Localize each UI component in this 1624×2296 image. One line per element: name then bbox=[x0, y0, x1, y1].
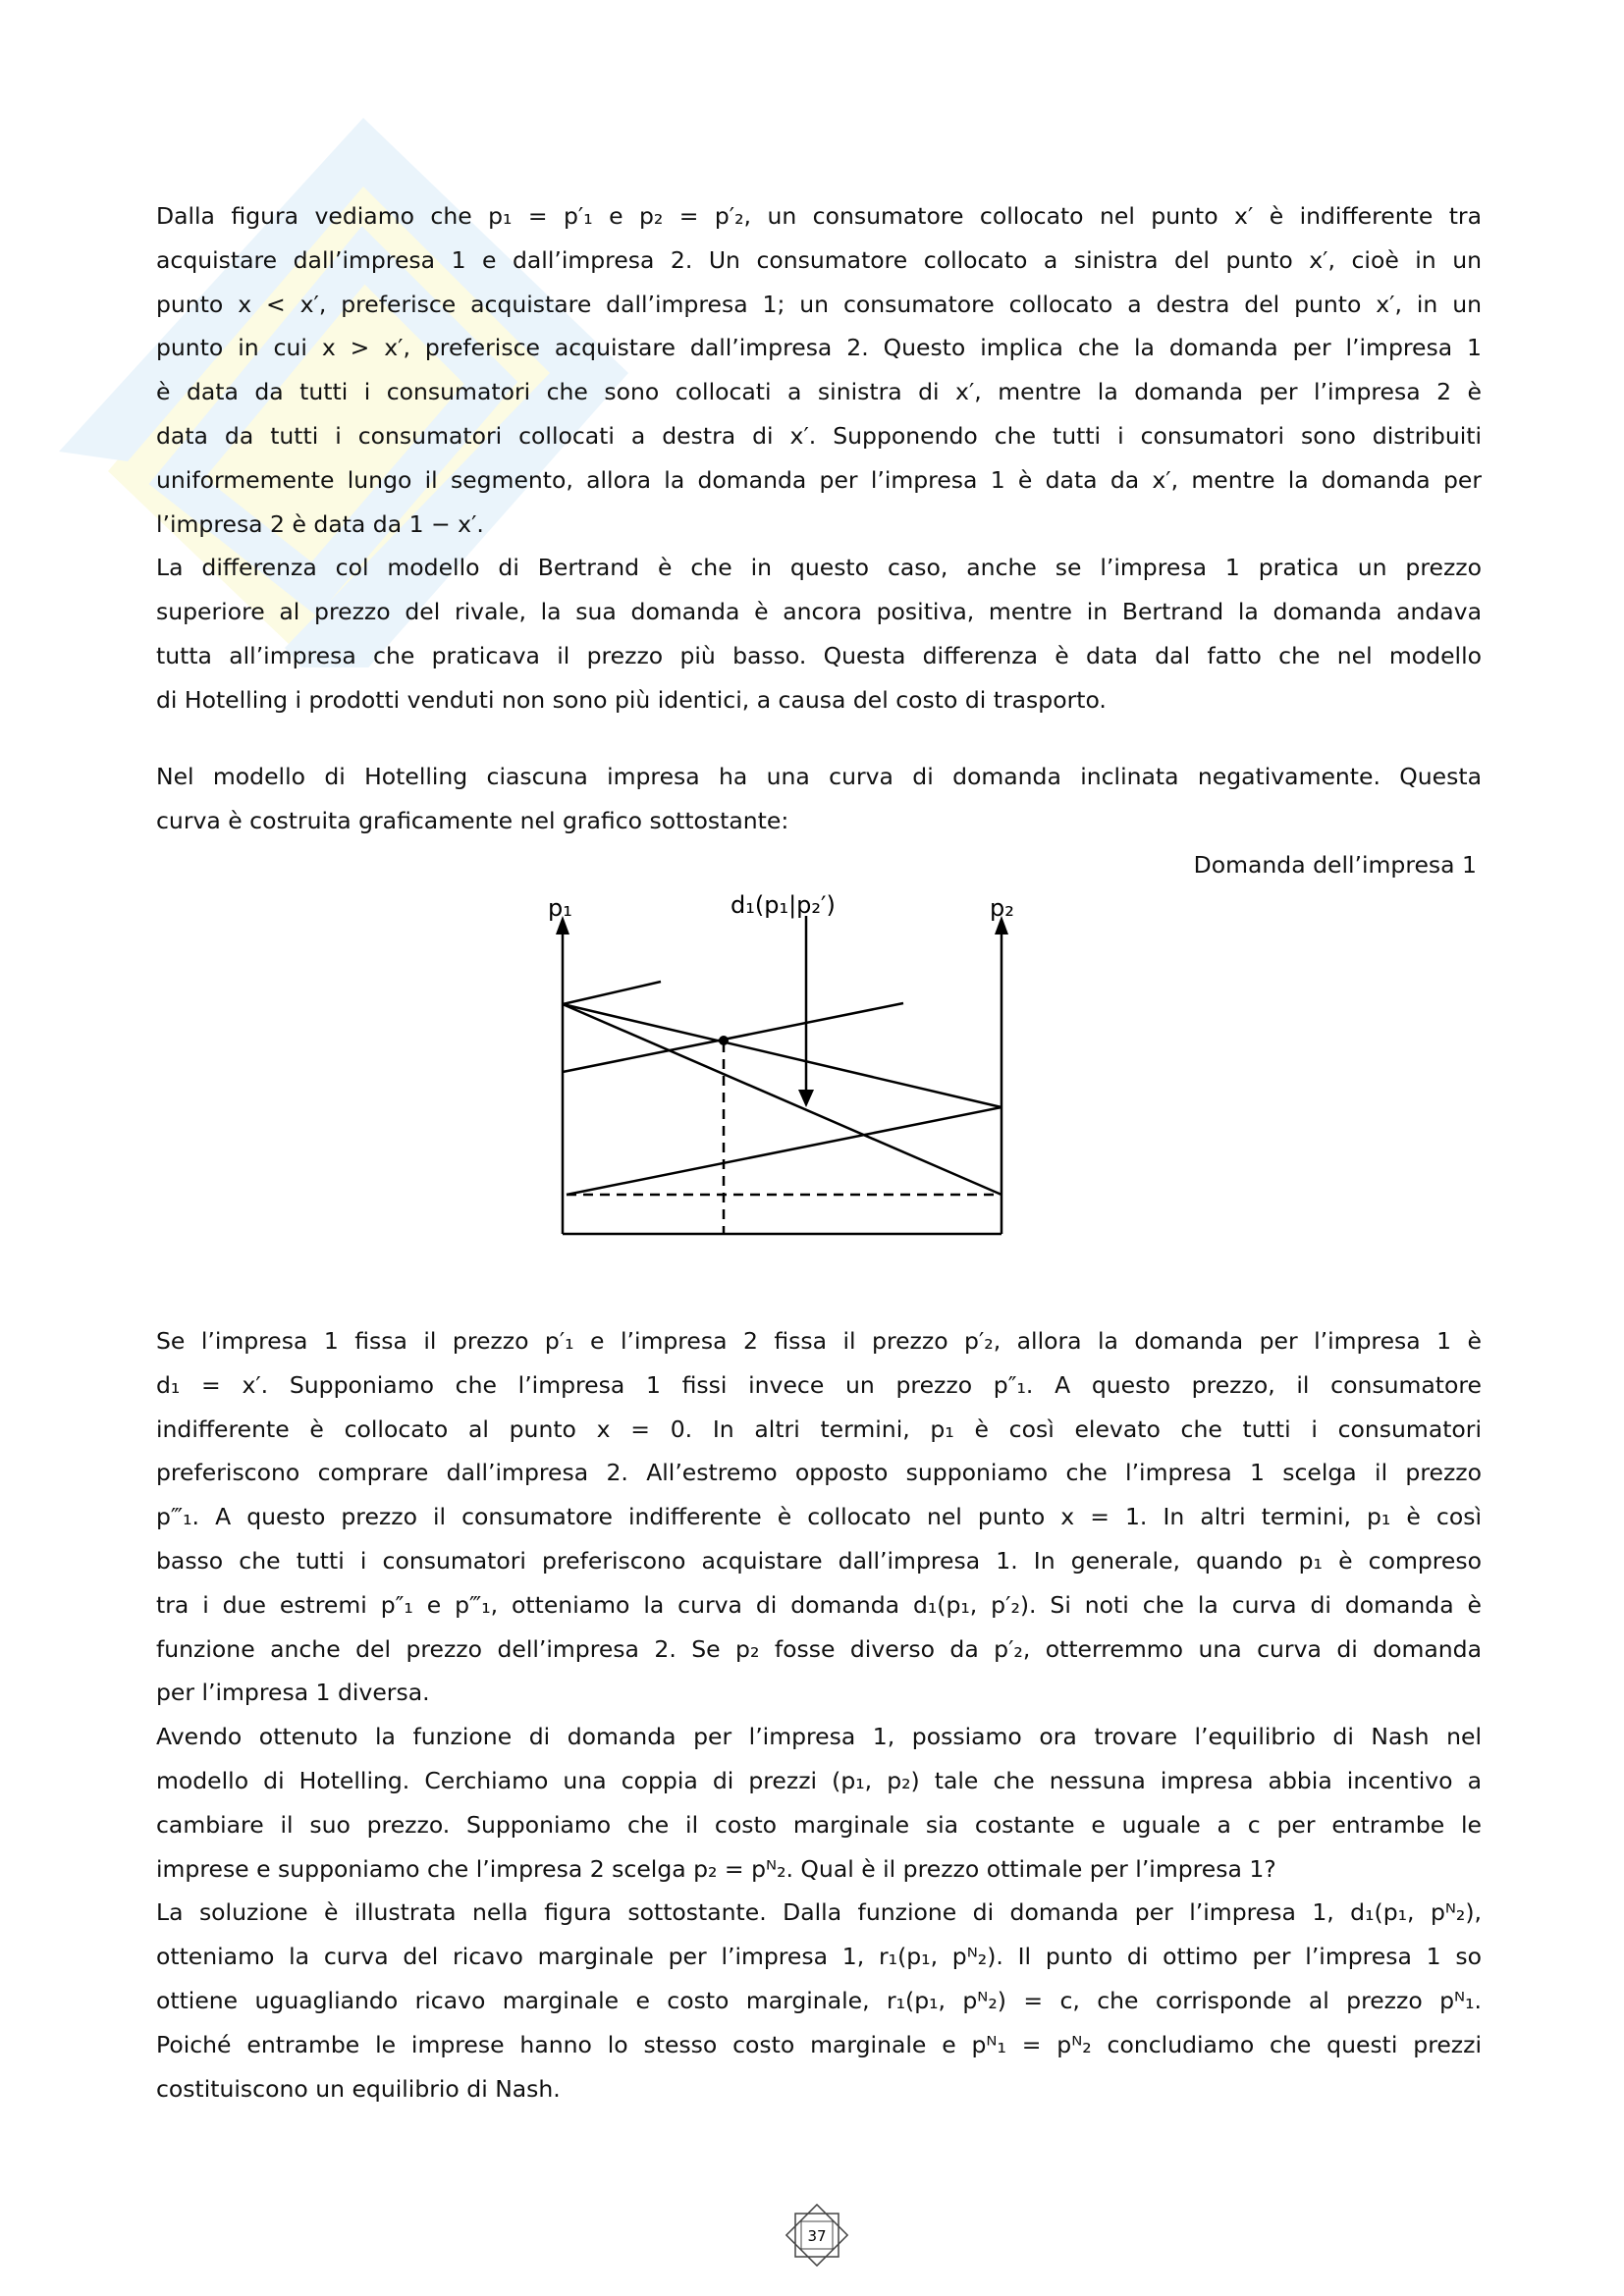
text-line: uniformemente lungo il segmento, allora la domanda per l’impresa 1 è data da x′, mentre la domanda per bbox=[156, 465, 1482, 494]
price-line-p2-prime bbox=[563, 1003, 903, 1072]
text-line: per l’impresa 1 diversa. bbox=[156, 1679, 430, 1707]
price-line-p2-low bbox=[567, 1107, 1001, 1195]
text-line: tra i due estremi p″₁ e p‴₁, otteniamo la curva di domanda d₁(p₁, p′₂). Si noti che la curva di domanda è bbox=[156, 1590, 1482, 1619]
text-line: Poiché entrambe le imprese hanno lo stesso costo marginale e pᴺ₁ = pᴺ₂ concludiamo che questi prezzi bbox=[156, 2030, 1482, 2058]
text-line: p‴₁. A questo prezzo il consumatore indifferente è collocato nel punto x = 1. In altri termini, p₁ è così bbox=[156, 1503, 1482, 1531]
text-line: modello di Hotelling. Cerchiamo una coppia di prezzi (p₁, p₂) tale che nessuna impresa abbia incentivo a bbox=[156, 1766, 1482, 1794]
indifferent-consumer-point bbox=[719, 1036, 729, 1045]
text-line: otteniamo la curva del ricavo marginale per l’impresa 1, r₁(p₁, pᴺ₂). Il punto di ottimo per l’impresa 1 so bbox=[156, 1943, 1482, 1971]
page-number: 37 bbox=[807, 2227, 827, 2245]
text-line: cambiare il suo prezzo. Supponiamo che il costo marginale sia costante e uguale a c per entrambe le bbox=[156, 1810, 1482, 1839]
text-line: Se l’impresa 1 fissa il prezzo p′₁ e l’impresa 2 fissa il prezzo p′₂, allora la domanda per l’impresa 1 è bbox=[156, 1327, 1482, 1355]
price-line-p1-double-prime bbox=[563, 1004, 1001, 1195]
text-line: è data da tutti i consumatori che sono collocati a sinistra di x′, mentre la domanda per l’impresa 2 è bbox=[156, 378, 1482, 406]
text-line: ottiene uguagliando ricavo marginale e costo marginale, r₁(p₁, pᴺ₂) = c, che corrisponde al prezzo pᴺ₁. bbox=[156, 1986, 1482, 2014]
text-line: funzione anche del prezzo dell’impresa 2. Se p₂ fosse diverso da p′₂, otterremmo una curva di domanda bbox=[156, 1634, 1482, 1663]
arrow-down-icon bbox=[798, 1090, 814, 1107]
price-line-p1-prime bbox=[563, 1004, 1001, 1107]
price-line-short bbox=[563, 982, 661, 1004]
text-line: superiore al prezzo del rivale, la sua domanda è ancora positiva, mentre in Bertrand la domanda andava bbox=[156, 598, 1482, 626]
text-line: costituiscono un equilibrio di Nash. bbox=[156, 2074, 561, 2103]
text-line: La differenza col modello di Bertrand è che in questo caso, anche se l’impresa 1 pratica un prezzo bbox=[156, 554, 1482, 582]
text-line: tutta all’impresa che praticava il prezzo più basso. Questa differenza è data dal fatto che nel modello bbox=[156, 641, 1482, 669]
text-line: Nel modello di Hotelling ciascuna impresa ha una curva di domanda inclinata negativamente. Questa bbox=[156, 763, 1482, 790]
text-line: Dalla figura vediamo che p₁ = p′₁ e p₂ = p′₂, un consumatore collocato nel punto x′ è indifferente tra bbox=[156, 202, 1482, 230]
figure-caption: Domanda dell’impresa 1 bbox=[1193, 851, 1477, 879]
text-line: l’impresa 2 è data da 1 − x′. bbox=[156, 509, 484, 538]
text-line: data da tutti i consumatori collocati a destra di x′. Supponendo che tutti i consumatori sono distribuiti bbox=[156, 421, 1482, 450]
text-line: Avendo ottenuto la funzione di domanda per l’impresa 1, possiamo ora trovare l’equilibrio di Nash nel bbox=[156, 1723, 1482, 1751]
text-line: La soluzione è illustrata nella figura sottostante. Dalla funzione di domanda per l’impresa 1, d₁(p₁, pᴺ₂), bbox=[156, 1898, 1482, 1927]
page-number-ornament bbox=[782, 2204, 852, 2267]
paragraph-nash-equilibrium bbox=[156, 1319, 1482, 2110]
text-line: basso che tutti i consumatori preferiscono acquistare dall’impresa 1. In generale, quando p₁ è compreso bbox=[156, 1546, 1482, 1575]
text-line: punto x < x′, preferisce acquistare dall’impresa 1; un consumatore collocato a destra del punto x′, in un bbox=[156, 290, 1482, 318]
axis-label-p1: p₁ bbox=[548, 894, 572, 922]
text-line: di Hotelling i prodotti venduti non sono più identici, a causa del costo di trasporto. bbox=[156, 685, 1107, 714]
text-line: curva è costruita graficamente nel grafico sottostante: bbox=[156, 806, 789, 834]
text-line: indifferente è collocato al punto x = 0. In altri termini, p₁ è così elevato che tutti i consumatori bbox=[156, 1415, 1482, 1443]
text-line: punto in cui x > x′, preferisce acquistare dall’impresa 2. Questo implica che la domanda per l’impresa 1 bbox=[156, 334, 1482, 362]
text-line: d₁ = x′. Supponiamo che l’impresa 1 fissi invece un prezzo p″₁. A questo prezzo, il consumatore bbox=[156, 1370, 1482, 1399]
text-line: imprese e supponiamo che l’impresa 2 scelga p₂ = pᴺ₂. Qual è il prezzo ottimale per l’impresa 1? bbox=[156, 1854, 1276, 1883]
axis-label-p2: p₂ bbox=[990, 894, 1014, 922]
curve-label-d1: d₁(p₁|p₂′) bbox=[731, 891, 836, 919]
text-line: preferiscono comprare dall’impresa 2. All’estremo opposto supponiamo che l’impresa 1 scelga il prezzo bbox=[156, 1459, 1482, 1487]
text-line: acquistare dall’impresa 1 e dall’impresa 2. Un consumatore collocato a sinistra del punto x′, cioè in un bbox=[156, 245, 1482, 274]
